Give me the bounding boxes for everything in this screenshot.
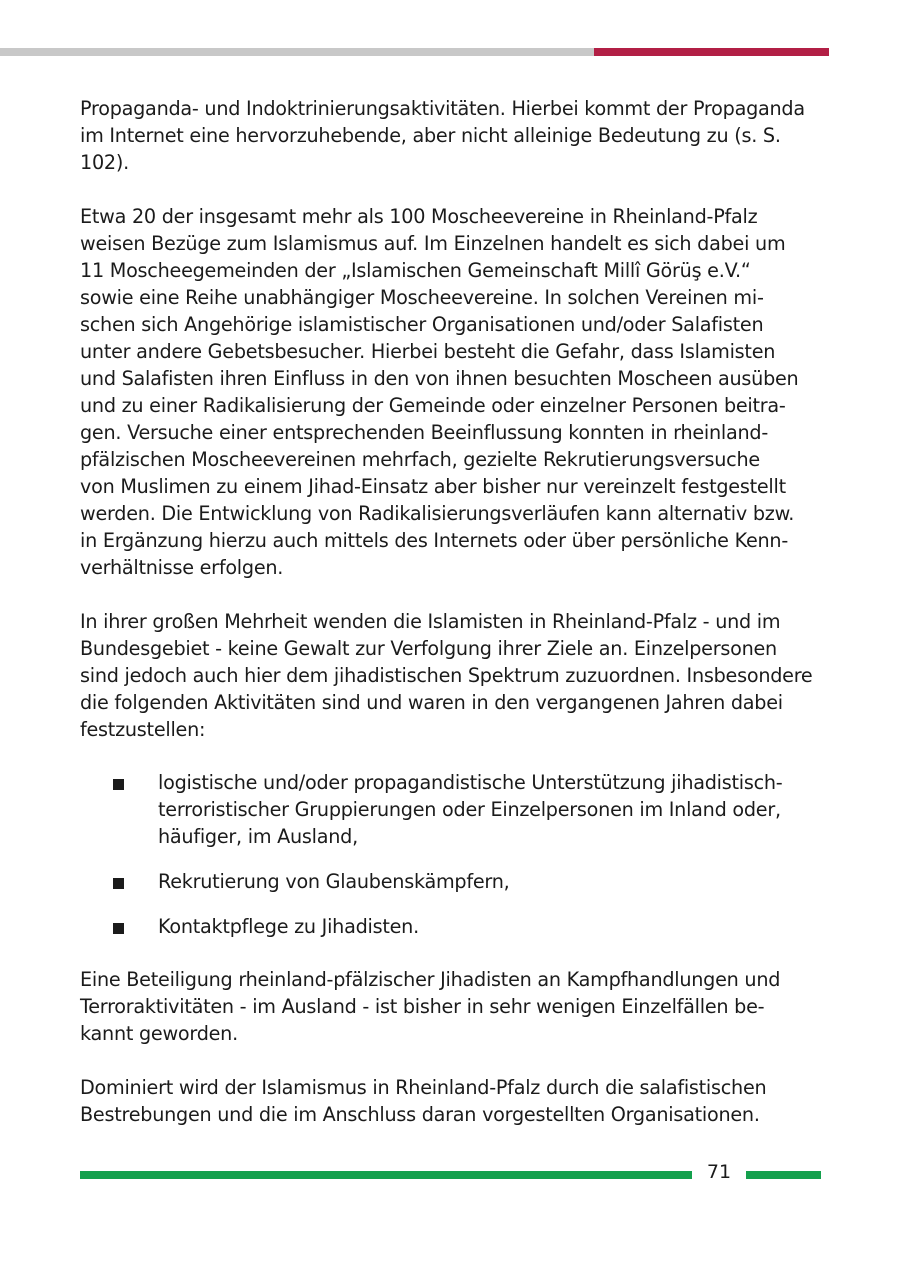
text-line: sind jedoch auch hier dem jihadistischen Spektrum zuzuordnen. Insbesondere: [80, 664, 813, 687]
paragraph-1: [80, 95, 825, 176]
text-line: weisen Bezüge zum Islamismus auf. Im Einzelnen handelt es sich dabei um: [80, 232, 786, 255]
text-line: pfälzischen Moscheevereinen mehrfach, gezielte Rekrutierungsversuche: [80, 448, 760, 471]
text-line: logistische und/oder propagandistische Unterstützung jihadistisch-: [158, 771, 783, 794]
text-line: gen. Versuche einer entsprechenden Beeinflussung konnten in rheinland-: [80, 421, 769, 444]
paragraph-2: [80, 203, 825, 581]
square-bullet-icon: [113, 878, 124, 889]
text-line: verhältnisse erfolgen.: [80, 556, 284, 579]
footer-rule-left: [80, 1171, 692, 1179]
page-body: [80, 95, 825, 1128]
header-rule-accent: [594, 48, 829, 56]
paragraph-3: [80, 608, 825, 743]
text-line: unter andere Gebetsbesucher. Hierbei besteht die Gefahr, dass Islamisten: [80, 340, 776, 363]
paragraph-4: [80, 966, 825, 1047]
text-line: im Internet eine hervorzuhebende, aber nicht alleinige Bedeutung zu (s. S.: [80, 124, 781, 147]
text-line: Bestrebungen und die im Anschluss daran vorgestellten Organisationen.: [80, 1103, 760, 1126]
text-line: Rekrutierung von Glaubenskämpfern,: [158, 870, 510, 893]
text-line: Bundesgebiet - keine Gewalt zur Verfolgung ihrer Ziele an. Einzelpersonen: [80, 637, 777, 660]
list-item: [80, 913, 825, 940]
text-line: 102).: [80, 151, 129, 174]
text-line: schen sich Angehörige islamistischer Organisationen und/oder Salafisten: [80, 313, 764, 336]
text-line: In ihrer großen Mehrheit wenden die Islamisten in Rheinland-Pfalz - und im: [80, 610, 781, 633]
activity-list: [80, 769, 825, 940]
text-line: und zu einer Radikalisierung der Gemeinde oder einzelner Personen beitra-: [80, 394, 786, 417]
square-bullet-icon: [113, 923, 124, 934]
text-line: 11 Moscheegemeinden der „Islamischen Gemeinschaft Millî Görüş e.V.“: [80, 259, 751, 282]
paragraph-5: [80, 1074, 825, 1128]
text-line: sowie eine Reihe unabhängiger Moscheevereine. In solchen Vereinen mi-: [80, 286, 764, 309]
text-line: terroristischer Gruppierungen oder Einzelpersonen im Inland oder,: [158, 798, 781, 821]
text-line: Terroraktivitäten - im Ausland - ist bisher in sehr wenigen Einzelfällen be-: [80, 995, 765, 1018]
text-line: Eine Beteiligung rheinland-pfälzischer Jihadisten an Kampfhandlungen und: [80, 968, 781, 991]
text-line: von Muslimen zu einem Jihad-Einsatz aber bisher nur vereinzelt festgestellt: [80, 475, 786, 498]
text-line: Dominiert wird der Islamismus in Rheinland-Pfalz durch die salafistischen: [80, 1076, 767, 1099]
page-number: 71: [706, 1161, 732, 1183]
list-item: [80, 769, 825, 850]
text-line: Propaganda- und Indoktrinierungsaktivitäten. Hierbei kommt der Propaganda: [80, 97, 805, 120]
text-line: Etwa 20 der insgesamt mehr als 100 Moscheevereine in Rheinland-Pfalz: [80, 205, 758, 228]
text-line: werden. Die Entwicklung von Radikalisierungsverläufen kann alternativ bzw.: [80, 502, 795, 525]
text-line: häufiger, im Ausland,: [158, 825, 358, 848]
header-rule-gray: [0, 48, 594, 56]
footer-rule-right: [746, 1171, 821, 1179]
text-line: festzustellen:: [80, 718, 206, 741]
list-item: [80, 868, 825, 895]
text-line: Kontaktpflege zu Jihadisten.: [158, 915, 419, 938]
text-line: kannt geworden.: [80, 1022, 238, 1045]
text-line: die folgenden Aktivitäten sind und waren in den vergangenen Jahren dabei: [80, 691, 783, 714]
text-line: und Salafisten ihren Einfluss in den von ihnen besuchten Moscheen ausüben: [80, 367, 799, 390]
text-line: in Ergänzung hierzu auch mittels des Internets oder über persönliche Kenn-: [80, 529, 789, 552]
square-bullet-icon: [113, 779, 124, 790]
